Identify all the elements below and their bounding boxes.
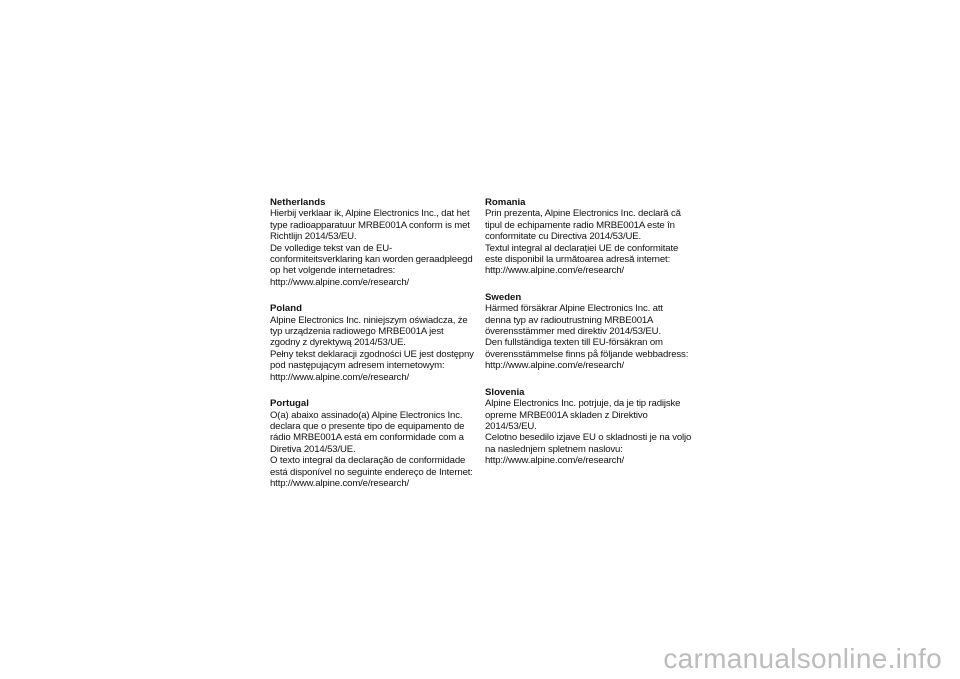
body-line: denna typ av radioutrustning MRBE001A (485, 314, 654, 326)
body-line: De volledige tekst van de EU- (270, 242, 393, 254)
section-poland (270, 303, 492, 383)
section-heading: Poland (270, 303, 302, 315)
body-line: tipul de echipamente radio MRBE001A este în (485, 219, 675, 231)
body-line: conformitate cu Directiva 2014/53/UE. (485, 231, 642, 243)
watermark: carmanualsonline.info (663, 643, 942, 674)
body-line: Celotno besedilo izjave EU o skladnosti je na voljo (485, 432, 692, 444)
body-line: O texto integral da declaração de conformidade (270, 455, 466, 467)
research-url: http://www.alpine.com/e/research/ (485, 455, 625, 467)
body-line: Härmed försäkrar Alpine Electronics Inc. att (485, 303, 663, 315)
research-url: http://www.alpine.com/e/research/ (270, 276, 410, 288)
section-heading: Slovenia (485, 386, 525, 398)
section-heading: Romania (485, 197, 526, 208)
body-line: typ urządzenia radiowego MRBE001A jest (270, 326, 444, 338)
section-heading: Netherlands (270, 197, 326, 208)
research-url: http://www.alpine.com/e/research/ (270, 477, 410, 489)
body-line: type radioapparatuur MRBE001A conform is met (270, 219, 470, 231)
body-line: Richtlijn 2014/53/EU. (270, 231, 357, 243)
body-line: Prin prezenta, Alpine Electronics Inc. declară că (485, 208, 681, 220)
body-line: está disponível no seguinte endereço de Internet: (270, 466, 473, 478)
section-portugal (270, 398, 492, 489)
body-line: zgodny z dyrektywą 2014/53/UE. (270, 337, 406, 349)
body-line: na naslednjem spletnem naslovu: (485, 443, 623, 455)
body-line: Den fullständiga texten till EU-försäkran om (485, 337, 663, 349)
research-url: http://www.alpine.com/e/research/ (485, 360, 625, 372)
body-line: Alpine Electronics Inc. potrjuje, da je tip radijske (485, 398, 681, 410)
body-line: op het volgende internetadres: (270, 265, 396, 277)
body-line: conformiteitsverklaring kan worden geraadpleegd (270, 254, 473, 266)
body-line: överensstämmelse finns på följande webbadress: (485, 348, 689, 360)
body-line: Textul integral al declarației UE de conformitate (485, 242, 679, 254)
body-line: Hierbij verklaar ik, Alpine Electronics Inc., dat het (270, 208, 470, 220)
body-line: Diretiva 2014/53/UE. (270, 443, 356, 455)
body-line: rádio MRBE001A está em conformidade com a (270, 432, 464, 444)
section-heading: Sweden (485, 291, 522, 303)
body-line: opreme MRBE001A skladen z Direktivo (485, 409, 648, 421)
body-line: O(a) abaixo assinado(a) Alpine Electronics Inc. (270, 409, 463, 421)
right-column (485, 197, 707, 482)
research-url: http://www.alpine.com/e/research/ (270, 371, 410, 383)
section-romania (485, 197, 707, 277)
body-line: este disponibil la următoarea adresă internet: (485, 254, 671, 266)
section-heading: Portugal (270, 398, 309, 410)
body-line: överensstämmer med direktiv 2014/53/EU. (485, 326, 661, 338)
section-sweden (485, 292, 707, 372)
section-slovenia (485, 387, 707, 467)
body-line: Alpine Electronics Inc. niniejszym oświadcza, że (270, 314, 468, 326)
section-netherlands (270, 197, 492, 288)
left-column (270, 197, 492, 504)
research-url: http://www.alpine.com/e/research/ (485, 265, 625, 277)
body-line: 2014/53/EU. (485, 420, 537, 432)
body-line: Pełny tekst deklaracji zgodności UE jest dostępny (270, 348, 474, 360)
body-line: declara que o presente tipo de equipamento de (270, 420, 465, 432)
body-line: pod następującym adresem internetowym: (270, 360, 445, 372)
